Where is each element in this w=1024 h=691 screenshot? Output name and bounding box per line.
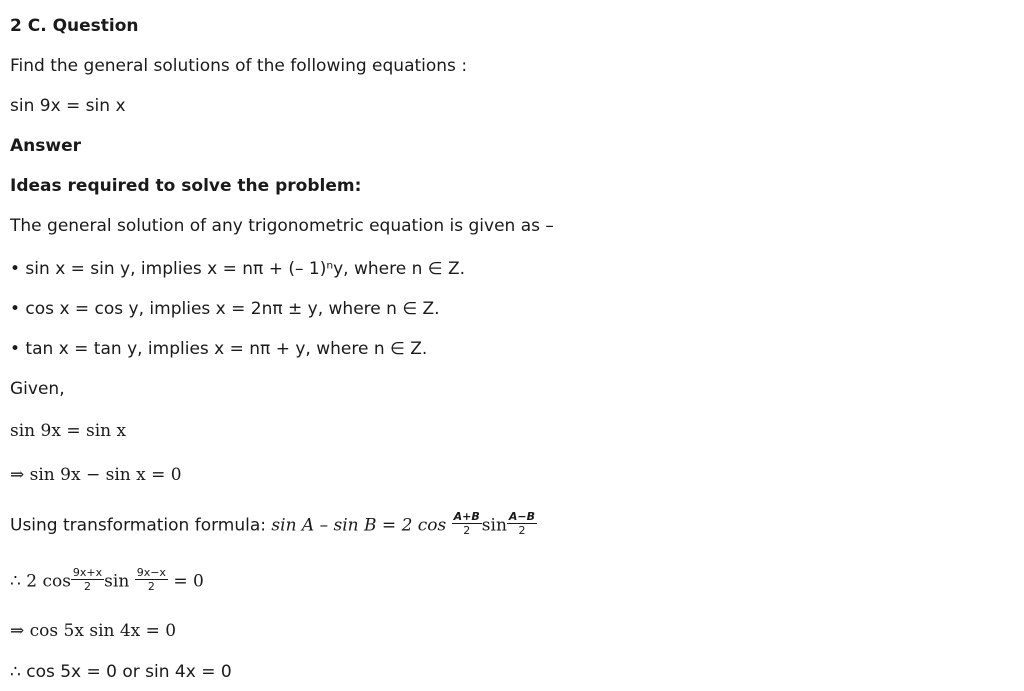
fraction-numerator: 9x+x xyxy=(72,566,103,579)
bullet-tan: • tan x = tan y, implies x = nπ + y, where n ∈ Z. xyxy=(10,339,428,359)
fraction-numerator: 9x−x xyxy=(136,566,166,579)
fraction-numerator: A−B xyxy=(508,510,536,523)
answer-heading: Answer xyxy=(10,136,81,156)
transform-lhs: sin A – sin B = 2 cos xyxy=(271,515,447,536)
fraction-a-minus-b xyxy=(507,510,537,537)
intro-text: The general solution of any trigonometric equation is given as – xyxy=(10,216,554,236)
bullet-sin: • sin x = sin y, implies x = nπ + (– 1)ⁿy, where n ∈ Z. xyxy=(10,259,466,279)
ideas-heading: Ideas required to solve the problem: xyxy=(10,176,362,196)
given-equation: sin 9x = sin x xyxy=(10,421,127,441)
transform-line xyxy=(10,512,537,539)
transform-sin: sin xyxy=(481,515,507,536)
fraction-a-plus-b xyxy=(452,510,482,537)
fraction-denominator: 2 xyxy=(84,580,92,593)
fraction-denominator: 2 xyxy=(147,580,155,593)
step-subtract: ⇒ sin 9x − sin x = 0 xyxy=(10,465,182,485)
question-prompt: Find the general solutions of the following equations : xyxy=(10,56,468,76)
question-heading: 2 C. Question xyxy=(10,16,139,36)
step2-sin: sin xyxy=(104,571,130,592)
step-product-form xyxy=(10,568,204,595)
fraction-denominator: 2 xyxy=(463,524,471,537)
bullet-cos: • cos x = cos y, implies x = 2nπ ± y, where n ∈ Z. xyxy=(10,299,440,319)
step2-prefix: ∴ 2 cos xyxy=(10,571,71,592)
step-cases: ∴ cos 5x = 0 or sin 4x = 0 xyxy=(10,662,232,682)
step-simplified: ⇒ cos 5x sin 4x = 0 xyxy=(10,621,177,641)
fraction-numerator: A+B xyxy=(453,510,480,523)
fraction-9x-plus-x xyxy=(71,566,104,593)
fraction-denominator: 2 xyxy=(518,524,526,537)
transform-label: Using transformation formula: xyxy=(10,515,266,536)
fraction-9x-minus-x xyxy=(135,566,168,593)
question-equation: sin 9x = sin x xyxy=(10,96,126,116)
given-label: Given, xyxy=(10,379,65,399)
step2-suffix: = 0 xyxy=(173,571,204,592)
